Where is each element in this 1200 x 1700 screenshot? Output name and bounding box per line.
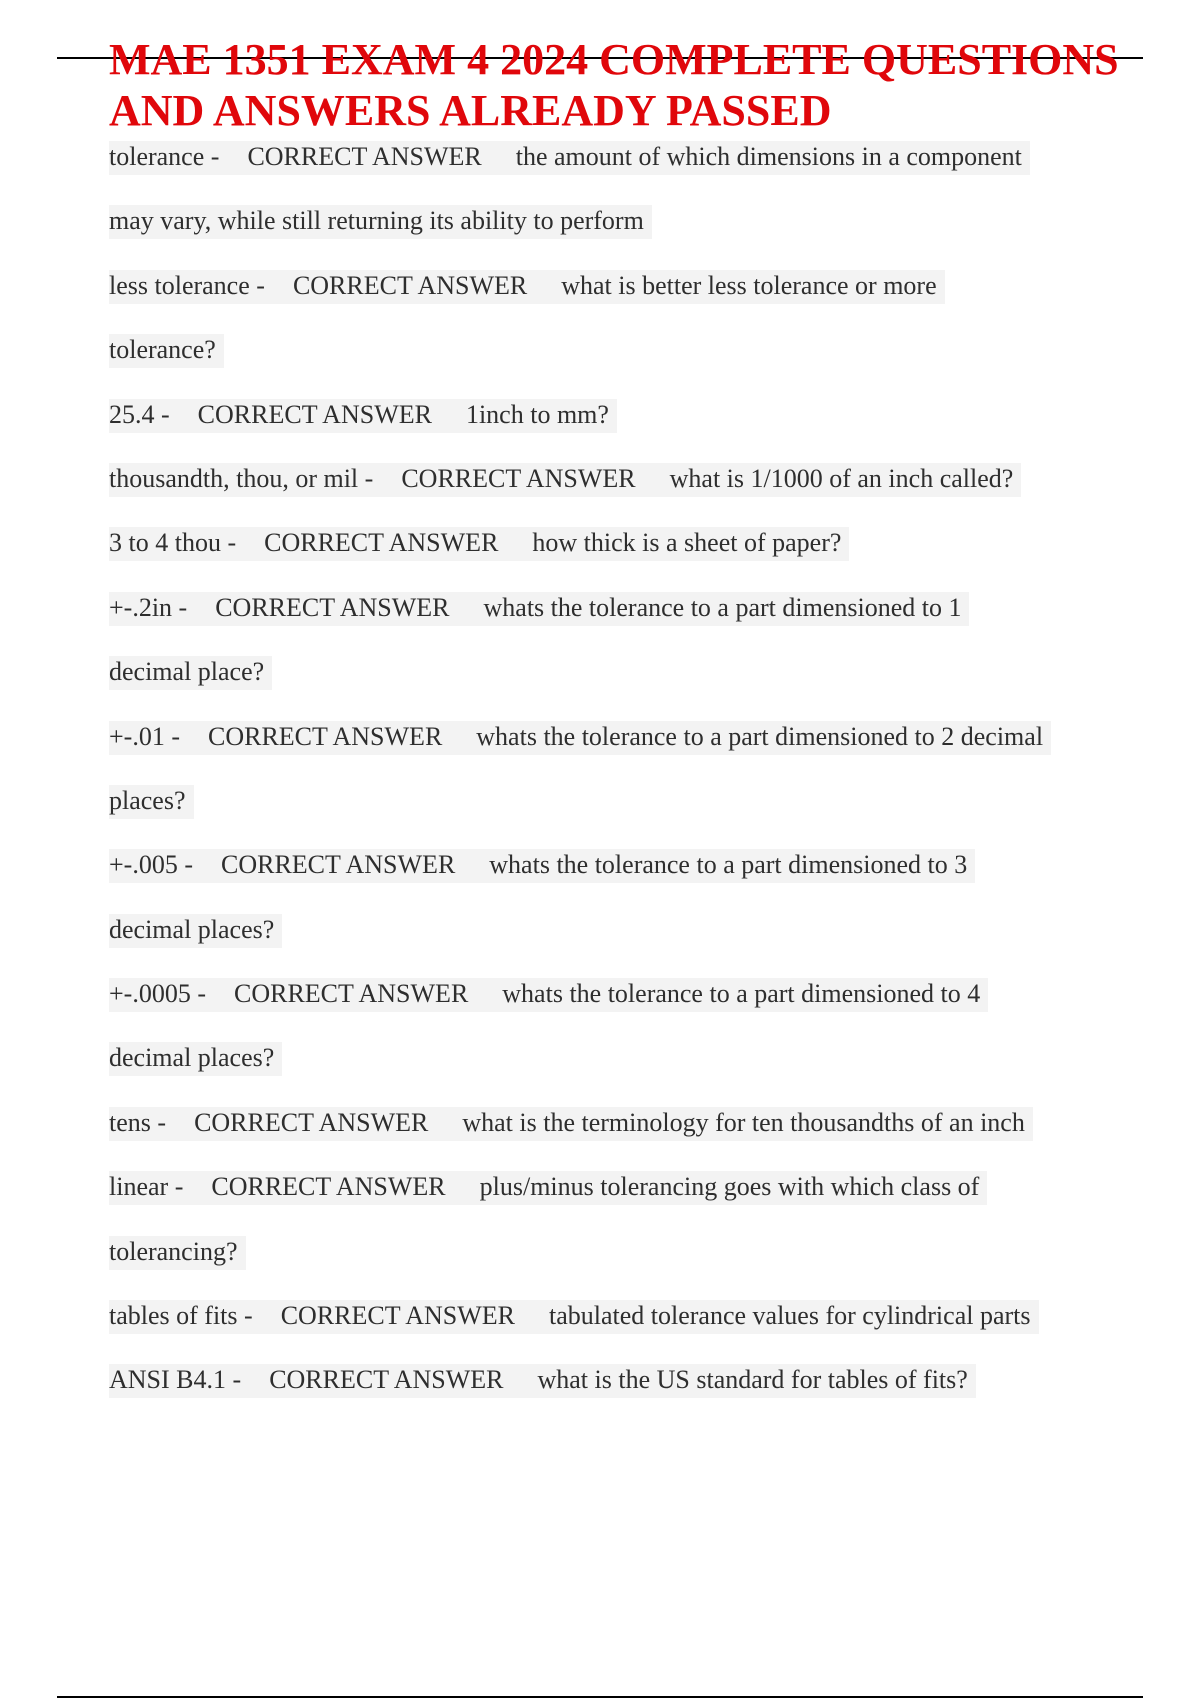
correct-answer-label: CORRECT ANSWER: [211, 1172, 446, 1202]
entry-definition: what is the US standard for tables of fits?: [537, 1365, 968, 1395]
correct-answer-label: CORRECT ANSWER: [264, 528, 499, 558]
entry-line: +-.01 - CORRECT ANSWER whats the tolerance to a part dimensioned to 2 decimal: [109, 721, 1149, 747]
entry-term: thousandth, thou, or mil: [109, 463, 359, 493]
entry-definition: tabulated tolerance values for cylindrical parts: [548, 1301, 1031, 1331]
correct-answer-label: CORRECT ANSWER: [234, 979, 469, 1009]
entry-term: 3 to 4 thou: [109, 528, 221, 558]
entry-line: tables of fits - CORRECT ANSWER tabulated tolerance values for cylindrical parts: [109, 1300, 1149, 1326]
entry-definition: whats the tolerance to a part dimensioned to 4: [502, 979, 981, 1009]
entry-term: 25.4: [109, 399, 155, 429]
entry-line-continued: [109, 334, 1149, 365]
entry-line: +-.2in - CORRECT ANSWER whats the tolerance to a part dimensioned to 1: [109, 592, 1149, 618]
entry-line-continued: [109, 785, 1149, 815]
entry-line: ANSI B4.1 - CORRECT ANSWER what is the US standard for tables of fits?: [109, 1364, 1149, 1390]
entry-definition: whats the tolerance to a part dimensioned to 3: [489, 850, 968, 880]
entry-line-continued: [109, 1236, 1149, 1266]
entry-definition: what is the terminology for ten thousandths of an inch: [462, 1107, 1025, 1137]
entry-line: 25.4 - CORRECT ANSWER 1inch to mm?: [109, 399, 1149, 425]
entry-line-continued: [109, 914, 1149, 944]
entry-line: +-.005 - CORRECT ANSWER whats the tolerance to a part dimensioned to 3: [109, 849, 1149, 875]
correct-answer-label: CORRECT ANSWER: [269, 1365, 504, 1395]
entry-line: 3 to 4 thou - CORRECT ANSWER how thick is a sheet of paper?: [109, 527, 1149, 553]
entry-definition: plus/minus tolerancing goes with which class of: [479, 1172, 980, 1202]
entry-definition: how thick is a sheet of paper?: [532, 528, 842, 558]
entry-term: linear: [109, 1172, 169, 1202]
correct-answer-label: CORRECT ANSWER: [247, 142, 482, 171]
entry-term: +-.01: [109, 721, 165, 751]
entry-line: thousandth, thou, or mil - CORRECT ANSWER what is 1/1000 of an inch called?: [109, 463, 1149, 489]
entry-line: tolerance - CORRECT ANSWER the amount of which dimensions in a component: [109, 141, 1149, 167]
entry-line: less tolerance - CORRECT ANSWER what is better less tolerance or more: [109, 270, 1149, 296]
entry-definition: 1inch to mm?: [465, 399, 609, 429]
entry-definition-continued: tolerance?: [109, 335, 216, 365]
entry-definition-continued: tolerancing?: [109, 1236, 238, 1266]
entry-line: +-.0005 - CORRECT ANSWER whats the tolerance to a part dimensioned to 4: [109, 978, 1149, 1004]
entry-line-continued: [109, 656, 1149, 687]
document-title: MAE 1351 EXAM 4 2024 COMPLETE QUESTIONS AND ANSWERS ALREADY PASSED: [109, 35, 1119, 135]
entry-definition: whats the tolerance to a part dimensioned to 2 decimal: [476, 721, 1044, 751]
entry-definition-continued: may vary, while still returning its ability to perform: [109, 206, 644, 236]
correct-answer-label: CORRECT ANSWER: [194, 1107, 429, 1137]
correct-answer-label: CORRECT ANSWER: [208, 721, 443, 751]
entry-definition-continued: places?: [109, 785, 186, 815]
entry-definition: whats the tolerance to a part dimensioned to 1: [483, 592, 962, 622]
entry-line: tens - CORRECT ANSWER what is the terminology for ten thousandths of an inch: [109, 1107, 1149, 1133]
entry-definition-continued: decimal places?: [109, 914, 275, 944]
entry-term: tens: [109, 1107, 151, 1137]
correct-answer-label: CORRECT ANSWER: [221, 850, 456, 880]
entry-term: +-.2in: [109, 592, 173, 622]
entry-term: +-.005: [109, 850, 178, 880]
entry-line: linear - CORRECT ANSWER plus/minus tolerancing goes with which class of: [109, 1171, 1149, 1197]
entry-line-continued: [109, 1042, 1149, 1073]
entry-definition: what is 1/1000 of an inch called?: [669, 463, 1014, 493]
qa-list: [109, 141, 1149, 1429]
entry-term: tables of fits: [109, 1301, 238, 1331]
bottom-rule: [57, 1696, 1143, 1698]
correct-answer-label: CORRECT ANSWER: [292, 270, 528, 300]
entry-term: ANSI B4.1: [109, 1365, 227, 1395]
entry-definition-continued: decimal place?: [109, 657, 265, 687]
entry-term: less tolerance: [109, 270, 250, 300]
correct-answer-label: CORRECT ANSWER: [197, 399, 432, 429]
correct-answer-label: CORRECT ANSWER: [215, 592, 450, 622]
entry-definition: the amount of which dimensions in a component: [515, 142, 1022, 171]
correct-answer-label: CORRECT ANSWER: [401, 463, 636, 493]
entry-term: tolerance: [109, 142, 205, 171]
entry-term: +-.0005: [109, 979, 191, 1009]
entry-line-continued: [109, 205, 1149, 236]
entry-definition-continued: decimal places?: [109, 1043, 275, 1073]
correct-answer-label: CORRECT ANSWER: [280, 1301, 515, 1331]
entry-definition: what is better less tolerance or more: [561, 270, 937, 300]
